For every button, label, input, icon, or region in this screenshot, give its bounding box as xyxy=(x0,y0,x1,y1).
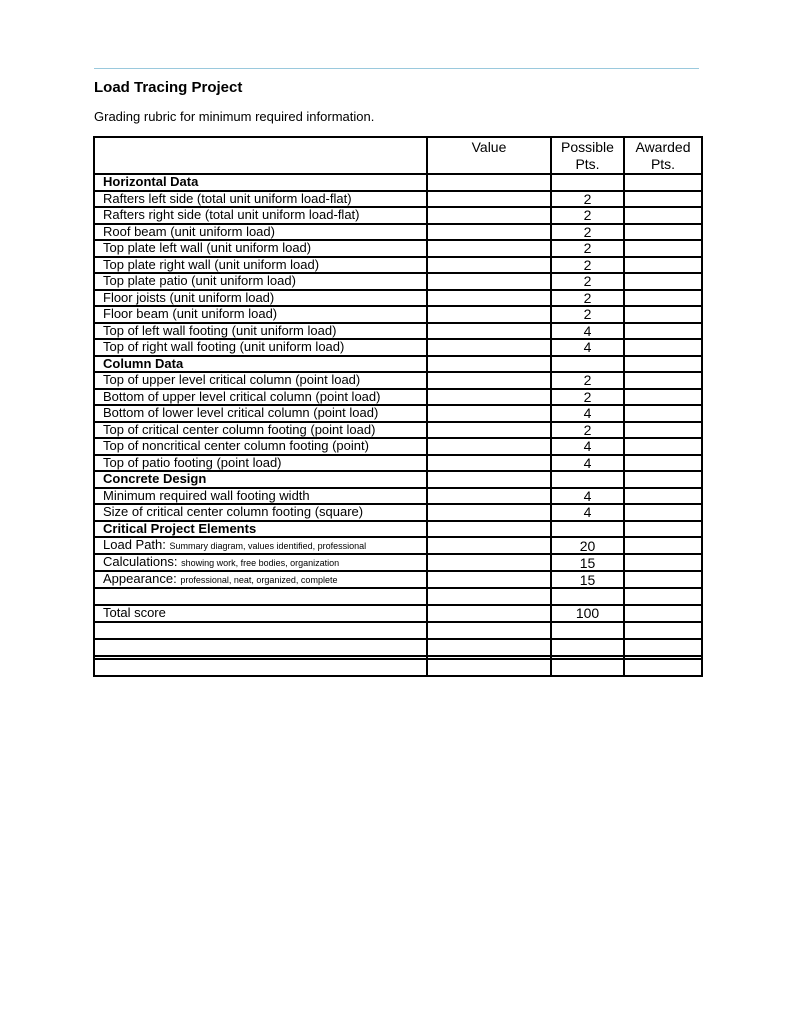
empty-cell xyxy=(427,639,551,656)
awarded-points-cell[interactable] xyxy=(624,224,702,241)
possible-points-cell: 2 xyxy=(551,290,624,307)
possible-points-cell: 2 xyxy=(551,191,624,208)
table-row xyxy=(94,422,702,439)
awarded-points-cell[interactable] xyxy=(624,290,702,307)
rubric-item-label: Rafters right side (total unit uniform load-flat) xyxy=(94,207,427,224)
possible-points-cell: 4 xyxy=(551,455,624,472)
table-row xyxy=(94,339,702,356)
empty-cell xyxy=(94,639,427,656)
empty-cell xyxy=(427,659,551,676)
awarded-points-cell[interactable] xyxy=(624,521,702,538)
total-value-cell[interactable] xyxy=(427,605,551,622)
awarded-points-cell[interactable] xyxy=(624,191,702,208)
possible-points-cell: 2 xyxy=(551,422,624,439)
possible-points-cell xyxy=(551,471,624,488)
empty-cell xyxy=(94,588,427,605)
awarded-points-cell[interactable] xyxy=(624,273,702,290)
possible-points-cell: 15 xyxy=(551,571,624,588)
section-row-horizontal-data xyxy=(94,174,702,191)
document-title: Load Tracing Project xyxy=(94,79,243,96)
value-cell[interactable] xyxy=(427,224,551,241)
value-column-header xyxy=(427,137,551,174)
awarded-points-cell[interactable] xyxy=(624,422,702,439)
rubric-item-label: Top of patio footing (point load) xyxy=(94,455,427,472)
empty-cell xyxy=(94,622,427,639)
table-row xyxy=(94,290,702,307)
empty-cell xyxy=(624,622,702,639)
rubric-item-label: Top of upper level critical column (point load) xyxy=(94,372,427,389)
value-cell[interactable] xyxy=(427,207,551,224)
rubric-item-label: Top of left wall footing (unit uniform load) xyxy=(94,323,427,340)
possible-points-cell: 2 xyxy=(551,273,624,290)
awarded-points-cell[interactable] xyxy=(624,240,702,257)
rubric-item-label: Size of critical center column footing (square) xyxy=(94,504,427,521)
value-cell[interactable] xyxy=(427,537,551,554)
rubric-item-label: Floor joists (unit uniform load) xyxy=(94,290,427,307)
rubric-item-label: Top plate left wall (unit uniform load) xyxy=(94,240,427,257)
possible-points-cell: 2 xyxy=(551,240,624,257)
table-row xyxy=(94,224,702,241)
possible-header-line2: Pts. xyxy=(575,156,600,172)
empty-cell xyxy=(551,659,624,676)
awarded-header-line2: Pts. xyxy=(650,156,676,172)
section-label: Column Data xyxy=(94,356,427,373)
table-row xyxy=(94,438,702,455)
total-awarded-points[interactable] xyxy=(624,605,702,622)
empty-cell xyxy=(427,588,551,605)
table-row xyxy=(94,240,702,257)
rubric-item-label xyxy=(94,554,427,571)
criterion-name: Calculations: xyxy=(103,554,178,569)
empty-cell xyxy=(624,639,702,656)
possible-points-cell: 2 xyxy=(551,224,624,241)
table-row xyxy=(94,257,702,274)
possible-points-column-header xyxy=(551,137,624,174)
value-cell[interactable] xyxy=(427,488,551,505)
item-column-header xyxy=(94,137,427,174)
table-row xyxy=(94,372,702,389)
empty-row xyxy=(94,622,702,639)
table-row xyxy=(94,306,702,323)
rubric-item-label: Top of critical center column footing (point load) xyxy=(94,422,427,439)
section-label: Horizontal Data xyxy=(94,174,427,191)
possible-points-cell: 2 xyxy=(551,257,624,274)
empty-cell xyxy=(94,659,427,676)
possible-points-cell: 2 xyxy=(551,306,624,323)
possible-points-cell: 20 xyxy=(551,537,624,554)
possible-points-cell xyxy=(551,521,624,538)
table-row xyxy=(94,488,702,505)
criterion-note: showing work, free bodies, organization xyxy=(181,558,340,568)
rubric-item-label: Top plate patio (unit uniform load) xyxy=(94,273,427,290)
awarded-points-cell[interactable] xyxy=(624,438,702,455)
awarded-points-cell[interactable] xyxy=(624,455,702,472)
value-cell[interactable] xyxy=(427,422,551,439)
empty-cell xyxy=(427,622,551,639)
table-row xyxy=(94,554,702,571)
awarded-points-cell[interactable] xyxy=(624,372,702,389)
value-cell[interactable] xyxy=(427,504,551,521)
rubric-item-label: Bottom of lower level critical column (point load) xyxy=(94,405,427,422)
section-row-column-data xyxy=(94,356,702,373)
value-cell[interactable] xyxy=(427,174,551,191)
possible-points-cell: 4 xyxy=(551,405,624,422)
total-score-row xyxy=(94,605,702,622)
table-row xyxy=(94,323,702,340)
table-header-row xyxy=(94,137,702,174)
awarded-points-cell[interactable] xyxy=(624,488,702,505)
awarded-points-cell[interactable] xyxy=(624,471,702,488)
criterion-note: Summary diagram, values identified, professional xyxy=(169,541,367,551)
table-row xyxy=(94,405,702,422)
possible-points-cell: 4 xyxy=(551,339,624,356)
value-header-label: Value xyxy=(471,139,507,155)
value-cell[interactable] xyxy=(427,290,551,307)
possible-points-cell: 4 xyxy=(551,323,624,340)
rubric-item-label xyxy=(94,537,427,554)
awarded-points-cell[interactable] xyxy=(624,356,702,373)
value-cell[interactable] xyxy=(427,554,551,571)
awarded-points-cell[interactable] xyxy=(624,571,702,588)
rubric-item-label: Top of right wall footing (unit uniform load) xyxy=(94,339,427,356)
rubric-item-label: Floor beam (unit uniform load) xyxy=(94,306,427,323)
total-possible-points: 100 xyxy=(551,605,624,622)
empty-cell xyxy=(624,588,702,605)
awarded-points-cell[interactable] xyxy=(624,174,702,191)
rubric-item-label: Top plate right wall (unit uniform load) xyxy=(94,257,427,274)
awarded-points-cell[interactable] xyxy=(624,389,702,406)
possible-points-cell xyxy=(551,174,624,191)
awarded-points-cell[interactable] xyxy=(624,554,702,571)
awarded-points-cell[interactable] xyxy=(624,207,702,224)
value-cell[interactable] xyxy=(427,438,551,455)
awarded-points-cell[interactable] xyxy=(624,306,702,323)
possible-points-cell: 2 xyxy=(551,372,624,389)
section-row-concrete-design xyxy=(94,471,702,488)
empty-cell xyxy=(624,659,702,676)
possible-points-cell: 2 xyxy=(551,207,624,224)
rubric-item-label: Roof beam (unit uniform load) xyxy=(94,224,427,241)
table-row xyxy=(94,191,702,208)
table-row xyxy=(94,207,702,224)
value-cell[interactable] xyxy=(427,323,551,340)
empty-row xyxy=(94,659,702,676)
value-cell[interactable] xyxy=(427,389,551,406)
section-row-critical-project-elements xyxy=(94,521,702,538)
empty-row xyxy=(94,588,702,605)
awarded-points-cell[interactable] xyxy=(624,257,702,274)
possible-points-cell: 2 xyxy=(551,389,624,406)
value-cell[interactable] xyxy=(427,455,551,472)
awarded-points-cell[interactable] xyxy=(624,405,702,422)
value-cell[interactable] xyxy=(427,405,551,422)
table-row xyxy=(94,571,702,588)
value-cell[interactable] xyxy=(427,471,551,488)
possible-points-cell: 4 xyxy=(551,438,624,455)
header-divider xyxy=(94,68,699,69)
table-row xyxy=(94,389,702,406)
total-score-label: Total score xyxy=(94,605,427,622)
value-cell[interactable] xyxy=(427,191,551,208)
empty-cell xyxy=(551,588,624,605)
document-subtitle: Grading rubric for minimum required information. xyxy=(94,109,375,124)
value-cell[interactable] xyxy=(427,521,551,538)
rubric-item-label: Minimum required wall footing width xyxy=(94,488,427,505)
awarded-points-cell[interactable] xyxy=(624,323,702,340)
table-row xyxy=(94,537,702,554)
value-cell[interactable] xyxy=(427,240,551,257)
awarded-points-column-header xyxy=(624,137,702,174)
table-row xyxy=(94,455,702,472)
awarded-points-cell[interactable] xyxy=(624,537,702,554)
section-label: Concrete Design xyxy=(94,471,427,488)
value-cell[interactable] xyxy=(427,571,551,588)
awarded-header-line1: Awarded xyxy=(635,139,691,155)
rubric-item-label: Top of noncritical center column footing (point) xyxy=(94,438,427,455)
section-label: Critical Project Elements xyxy=(94,521,427,538)
empty-cell xyxy=(551,622,624,639)
value-cell[interactable] xyxy=(427,339,551,356)
rubric-item-label xyxy=(94,571,427,588)
criterion-name: Appearance: xyxy=(103,571,177,586)
rubric-item-label: Bottom of upper level critical column (point load) xyxy=(94,389,427,406)
empty-cell xyxy=(551,639,624,656)
awarded-points-cell[interactable] xyxy=(624,339,702,356)
possible-points-cell: 4 xyxy=(551,488,624,505)
criterion-note: professional, neat, organized, complete xyxy=(180,575,338,585)
table-row xyxy=(94,504,702,521)
value-cell[interactable] xyxy=(427,372,551,389)
possible-points-cell: 15 xyxy=(551,554,624,571)
possible-points-cell: 4 xyxy=(551,504,624,521)
value-cell[interactable] xyxy=(427,273,551,290)
criterion-name: Load Path: xyxy=(103,537,166,552)
value-cell[interactable] xyxy=(427,257,551,274)
possible-points-cell xyxy=(551,356,624,373)
rubric-item-label: Rafters left side (total unit uniform load-flat) xyxy=(94,191,427,208)
grading-rubric-table xyxy=(93,136,703,677)
value-cell[interactable] xyxy=(427,356,551,373)
awarded-points-cell[interactable] xyxy=(624,504,702,521)
value-cell[interactable] xyxy=(427,306,551,323)
possible-header-line1: Possible xyxy=(561,139,614,155)
table-row xyxy=(94,273,702,290)
empty-row xyxy=(94,639,702,656)
